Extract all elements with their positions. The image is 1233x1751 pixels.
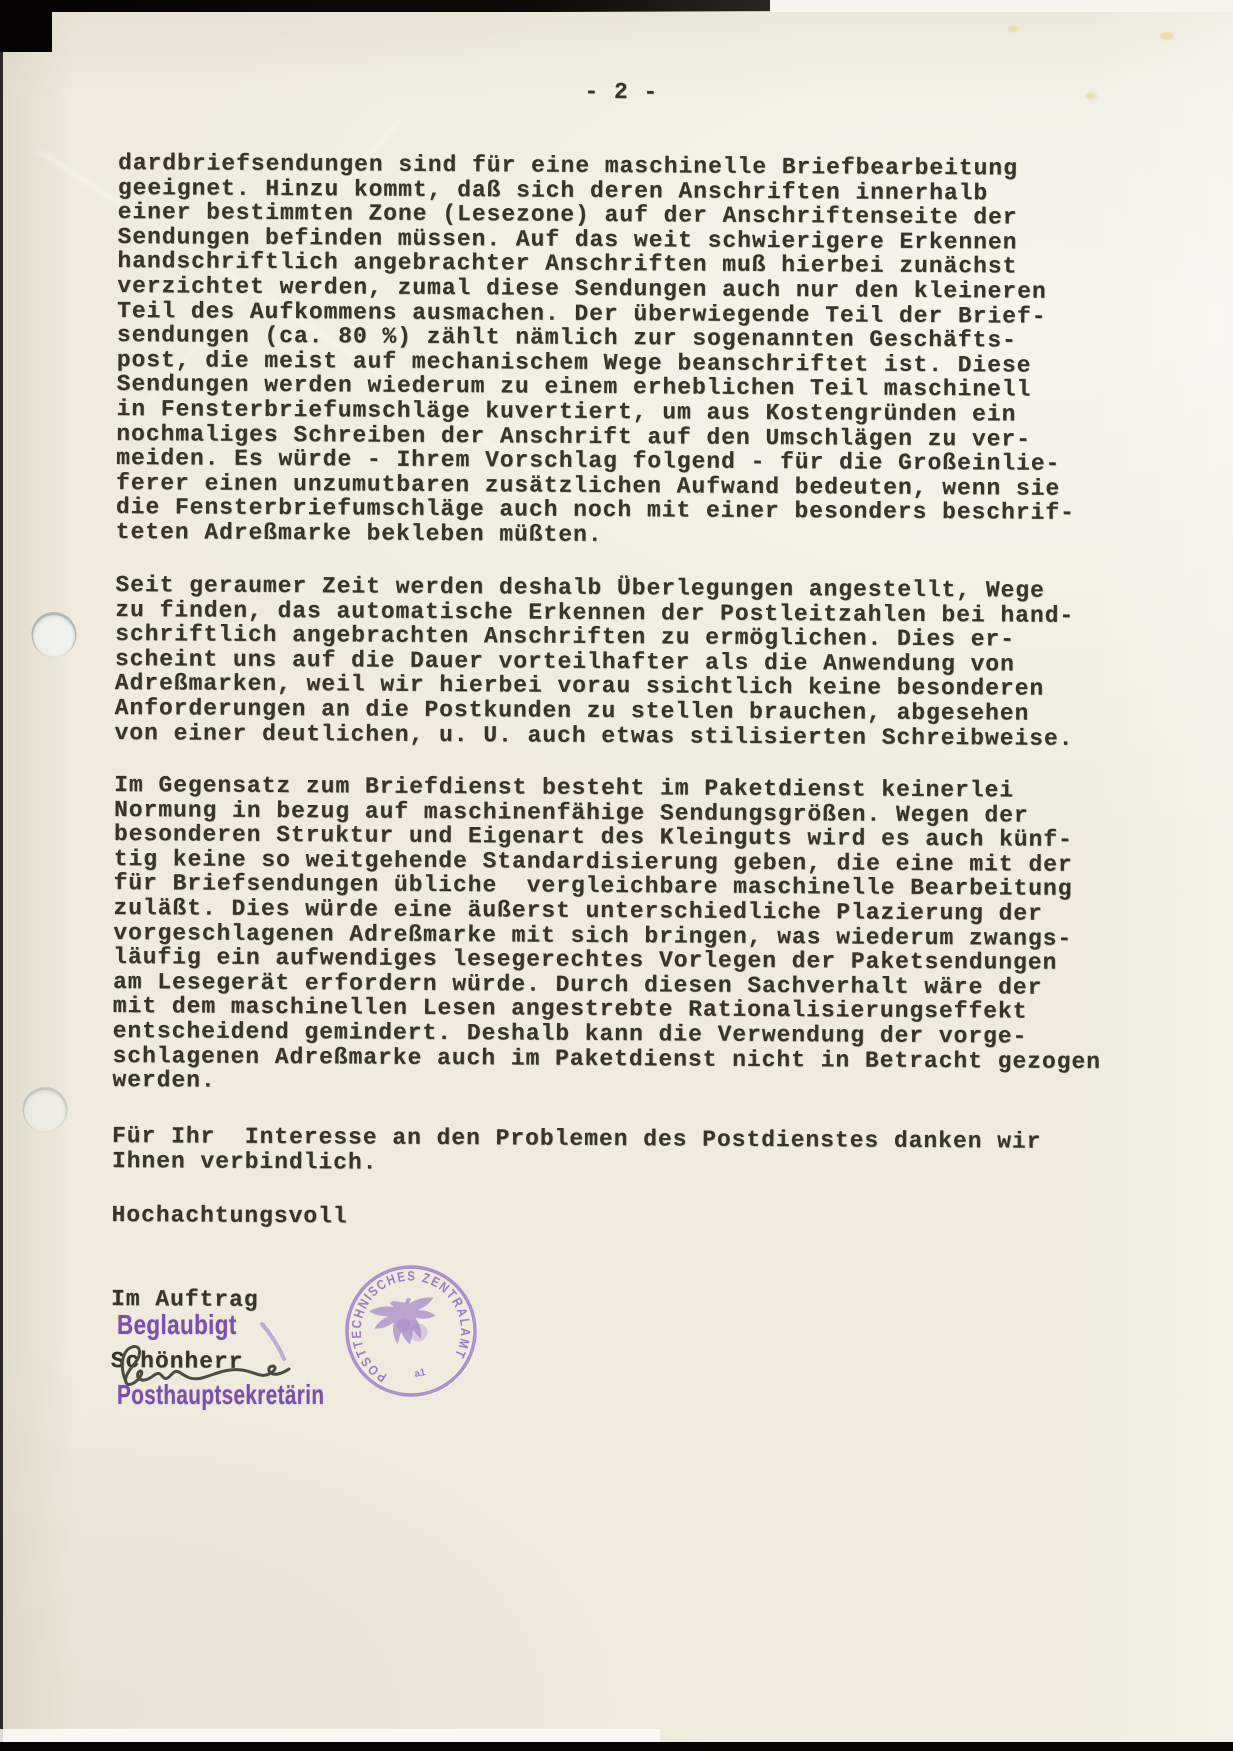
paragraph-3 (112, 773, 1102, 1099)
closing-salutation: Hochachtungsvoll (111, 1201, 348, 1230)
seal-ring-text: POSTTECHNISCHES ZENTRALAMT (348, 1268, 474, 1386)
text-line: Sendungen werden wiederum zu einem erheblichen Teil maschinell (116, 371, 1032, 403)
official-seal-stamp (336, 1256, 486, 1406)
title-stamp: Posthauptsekretärin (117, 1379, 325, 1410)
text-line: schriftlich angebrachten Anschriften zu ermöglichen. Dies er- (115, 621, 1016, 653)
text-line: Im Gegensatz zum Briefdienst besteht im Paketdienst keinerlei (114, 771, 1015, 804)
pen-stroke (262, 1324, 284, 1359)
eagle-emblem-icon (368, 1293, 442, 1352)
text-line: von einer deutlichen, u. U. auch etwas stilisierten Schreibweise. (114, 719, 1074, 752)
text-line: besonderen Struktur und Eigenart des Kleinguts wird es auch künf- (113, 821, 1073, 854)
text-line: Teil des Aufkommens ausmachen. Der überwiegende Teil der Brief- (117, 297, 1047, 330)
text-line: vorgeschlagenen Adreßmarke mit sich bringen, was wiederum zwangs- (113, 919, 1073, 952)
signer-name: Schönherr (110, 1347, 244, 1375)
page-number: - 2 - (584, 78, 659, 106)
text-line: Sendungen befinden müssen. Auf das weit schwierigere Erkennen (117, 223, 1018, 256)
text-line: post, die meist auf mechanischem Wege beanschriftet ist. Diese (116, 346, 1032, 379)
paragraph-4 (112, 1124, 1042, 1179)
text-line: die Fensterbriefumschläge auch noch mit einer besonders beschrif- (115, 494, 1075, 527)
text-line: Normung in bezug auf maschinenfähige Sendungsgrößen. Wegen der (113, 796, 1029, 829)
text-line: scheint uns auf die Dauer vorteilhafter als die Anwendung von (114, 645, 1015, 678)
text-line: dardbriefsendungen sind für eine maschinelle Briefbearbeitung (117, 150, 1018, 182)
paragraph-1 (116, 151, 1077, 550)
text-line: entscheidend gemindert. Deshalb kann die Verwendung der vorge- (112, 1017, 1028, 1050)
text-line: Für Ihr Interesse an den Problemen des Postdienstes danken wir (111, 1122, 1042, 1155)
text-line: Adreßmarken, weil wir hierbei vorau ssichtlich keine besonderen (114, 670, 1045, 703)
text-line: Anforderungen an die Postkunden zu stellen brauchen, abgesehen (114, 694, 1030, 727)
beglaubigt-stamp: Beglaubigt (117, 1309, 237, 1340)
text-line: geeignet. Hinzu kommt, daß sich deren Anschriften innerhalb (117, 174, 989, 206)
text-line: am Lesegerät erfordern würde. Durch diesen Sachverhalt wäre der (112, 968, 1043, 1001)
text-line: Seit geraumer Zeit werden deshalb Überlegungen angestellt, Wege (115, 571, 1045, 604)
text-line: in Fensterbriefumschläge kuvertiert, um aus Kostengründen ein (116, 395, 1017, 428)
text-line: mit dem maschinellen Lesen angestrebte Rationalisierungseffekt (112, 993, 1028, 1025)
text-line: meiden. Es würde - Ihrem Vorschlag folgend - für die Großeinlie- (116, 445, 1061, 477)
text-line: für Briefsendungen übliche vergleichbare maschinelle Bearbeitung (113, 870, 1073, 903)
text-line: verzichtet werden, zumal diese Sendungen auch nur den kleineren (117, 272, 1047, 305)
text-line: werden. (112, 1067, 216, 1094)
text-line: ferer einen unzumutbaren zusätzlichen Aufwand bedeuten, wenn sie (115, 469, 1061, 502)
text-line: nochmaliges Schreiben der Anschrift auf den Umschlägen zu ver- (116, 420, 1032, 453)
text-line: teten Adreßmarke bekleben müßten. (115, 518, 603, 548)
text-line: tig keine so weitgehende Standardisierung geben, die eine mit der (113, 845, 1073, 878)
seal-mark: a1 (413, 1367, 427, 1381)
text-line: handschriftlich angebrachter Anschriften muß hierbei zunächst (117, 248, 1018, 280)
text-line: Ihnen verbindlich. (111, 1147, 378, 1176)
paragraph-2 (114, 573, 1074, 751)
text-line: einer bestimmten Zone (Lesezone) auf der Anschriftenseite der (117, 199, 1018, 231)
per-pro-line: Im Auftrag (110, 1285, 259, 1313)
text-line: sendungen (ca. 80 %) zählt nämlich zur sogenannten Geschäfts- (116, 322, 1017, 354)
text-line: schlagenen Adreßmarke auch im Paketdienst nicht in Betracht gezogen (112, 1042, 1101, 1075)
text-line: läufig ein aufwendiges lesegerechtes Vorlegen der Paketsendungen (113, 944, 1058, 976)
text-line: zu finden, das automatische Erkennen der Postleitzahlen bei hand- (115, 596, 1075, 629)
text-line: zuläßt. Dies würde eine äußerst unterschiedliche Plazierung der (113, 894, 1043, 927)
